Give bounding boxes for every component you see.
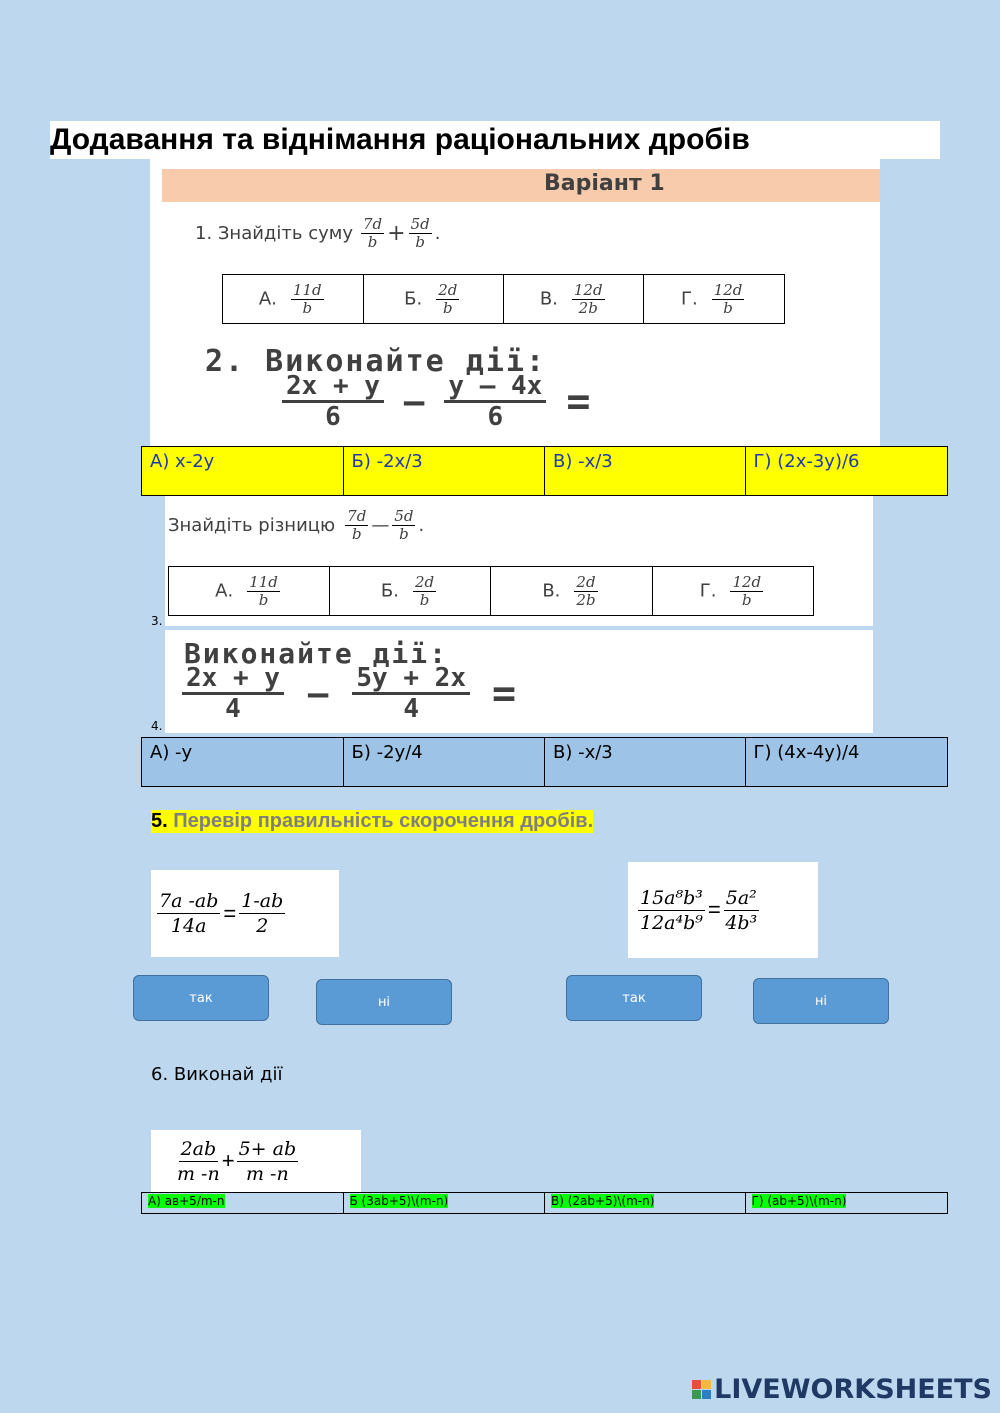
option-a: А. $\frac{11d}{b}$ <box>223 275 364 324</box>
no-button-left[interactable]: ні <box>316 979 452 1025</box>
variant-label: Варіант 1 <box>544 171 665 196</box>
option-c: В. $\frac{2d}{2b}$ <box>490 567 652 616</box>
yes-button-right[interactable]: так <box>566 975 702 1021</box>
operator: — <box>371 515 390 536</box>
answer-option-a[interactable]: А) x-2y <box>142 447 344 495</box>
fraction: $\frac{y — 4x}{6}$ <box>444 372 546 431</box>
answer-option-b[interactable]: Б) -2y/4 <box>344 738 546 786</box>
question-5-heading <box>151 810 593 833</box>
option-b: Б. $\frac{2d}{b}$ <box>330 567 491 616</box>
answer-option-c[interactable]: В) -x/3 <box>545 738 746 786</box>
liveworksheets-logo <box>692 1374 992 1405</box>
option-c: В. $\frac{12d}{2b}$ <box>503 275 644 324</box>
fraction: $\frac{2x + y}{6}$ <box>282 372 384 431</box>
operator: — <box>403 381 425 422</box>
option-b: Б. $\frac{2d}{b}$ <box>363 275 503 324</box>
question-5-number: 5. <box>151 810 168 832</box>
option-d: Г. $\frac{12d}{b}$ <box>644 275 785 324</box>
question-1 <box>195 216 440 251</box>
answer-option-d[interactable]: Г) (4x-4y)/4 <box>746 738 948 786</box>
page-title: Додавання та віднімання раціональних дробів <box>50 121 940 159</box>
answer-row-2 <box>141 446 948 496</box>
question-2-expression <box>282 372 590 431</box>
question-3-options <box>168 566 814 616</box>
answer-option-a[interactable]: А) ав+5/m-n <box>142 1193 344 1213</box>
operator: + <box>387 221 406 246</box>
variant-bar <box>162 169 880 202</box>
question-4-heading: Виконайте дії: <box>184 637 449 670</box>
option-a: А. $\frac{11d}{b}$ <box>169 567 330 616</box>
question-6-heading: 6. Виконай дії <box>151 1064 283 1085</box>
answer-option-b[interactable]: Б) -2x/3 <box>344 447 546 495</box>
question-1-text: 1. Знайдіть суму <box>195 223 353 244</box>
answer-option-b[interactable]: Б (3ab+5)\(m-n) <box>344 1193 546 1213</box>
yes-button-left[interactable]: так <box>133 975 269 1021</box>
fraction: $\frac{2x + y}{4}$ <box>182 664 284 723</box>
equals: = <box>566 378 591 425</box>
answer-option-d[interactable]: Г) (2x-3y)/6 <box>746 447 948 495</box>
question-2-heading: 2. Виконайте дії: <box>205 344 547 379</box>
equals: = <box>491 670 517 717</box>
fraction-reduction-left: $\frac{7a -ab}{14a}$ = $\frac{1-ab}{2}$ <box>151 870 339 957</box>
period: . <box>434 223 441 244</box>
operator: — <box>307 673 329 714</box>
answer-option-c[interactable]: В) -x/3 <box>545 447 746 495</box>
no-button-right[interactable]: ні <box>753 978 889 1024</box>
question-5-text: Перевір правильність скорочення дробів. <box>167 810 594 832</box>
question-1-options <box>222 274 785 324</box>
fraction: $\frac{5y + 2x}{4}$ <box>352 664 470 723</box>
logo-icon <box>692 1380 711 1399</box>
fraction: $\frac{7d}{b}$ <box>362 215 383 251</box>
question-6-expression: $\frac{2ab}{m -n}$ + $\frac{5+ ab}{m -n}$ <box>151 1130 361 1192</box>
fraction: $\frac{5d}{b}$ <box>410 215 430 251</box>
answer-option-c[interactable]: В) (2ab+5)\(m-n) <box>545 1193 746 1213</box>
answer-option-a[interactable]: А) -y <box>142 738 344 786</box>
answer-option-d[interactable]: Г) (ab+5)\(m-n) <box>751 1194 847 1208</box>
question-3 <box>168 508 424 543</box>
fraction: $\frac{5d}{b}$ <box>394 507 414 543</box>
answer-row-4 <box>141 737 948 787</box>
fraction-reduction-right: $\frac{\text{15a⁸b³}}{\text{12a⁴b⁹}}$ = $\frac{\text{5a²}}{\text{4b³}}$ <box>628 862 818 958</box>
question-3-number: 3. <box>151 614 163 628</box>
question-3-text: Знайдіть різницю <box>168 515 336 536</box>
question-4-number: 4. <box>151 719 163 733</box>
logo-text: LIVEWORKSHEETS <box>714 1374 992 1405</box>
question-4-expression <box>182 664 516 723</box>
option-d: Г. $\frac{12d}{b}$ <box>652 567 813 616</box>
answer-row-6 <box>141 1192 948 1214</box>
period: . <box>418 515 425 536</box>
fraction: $\frac{7d}{b}$ <box>347 507 367 543</box>
